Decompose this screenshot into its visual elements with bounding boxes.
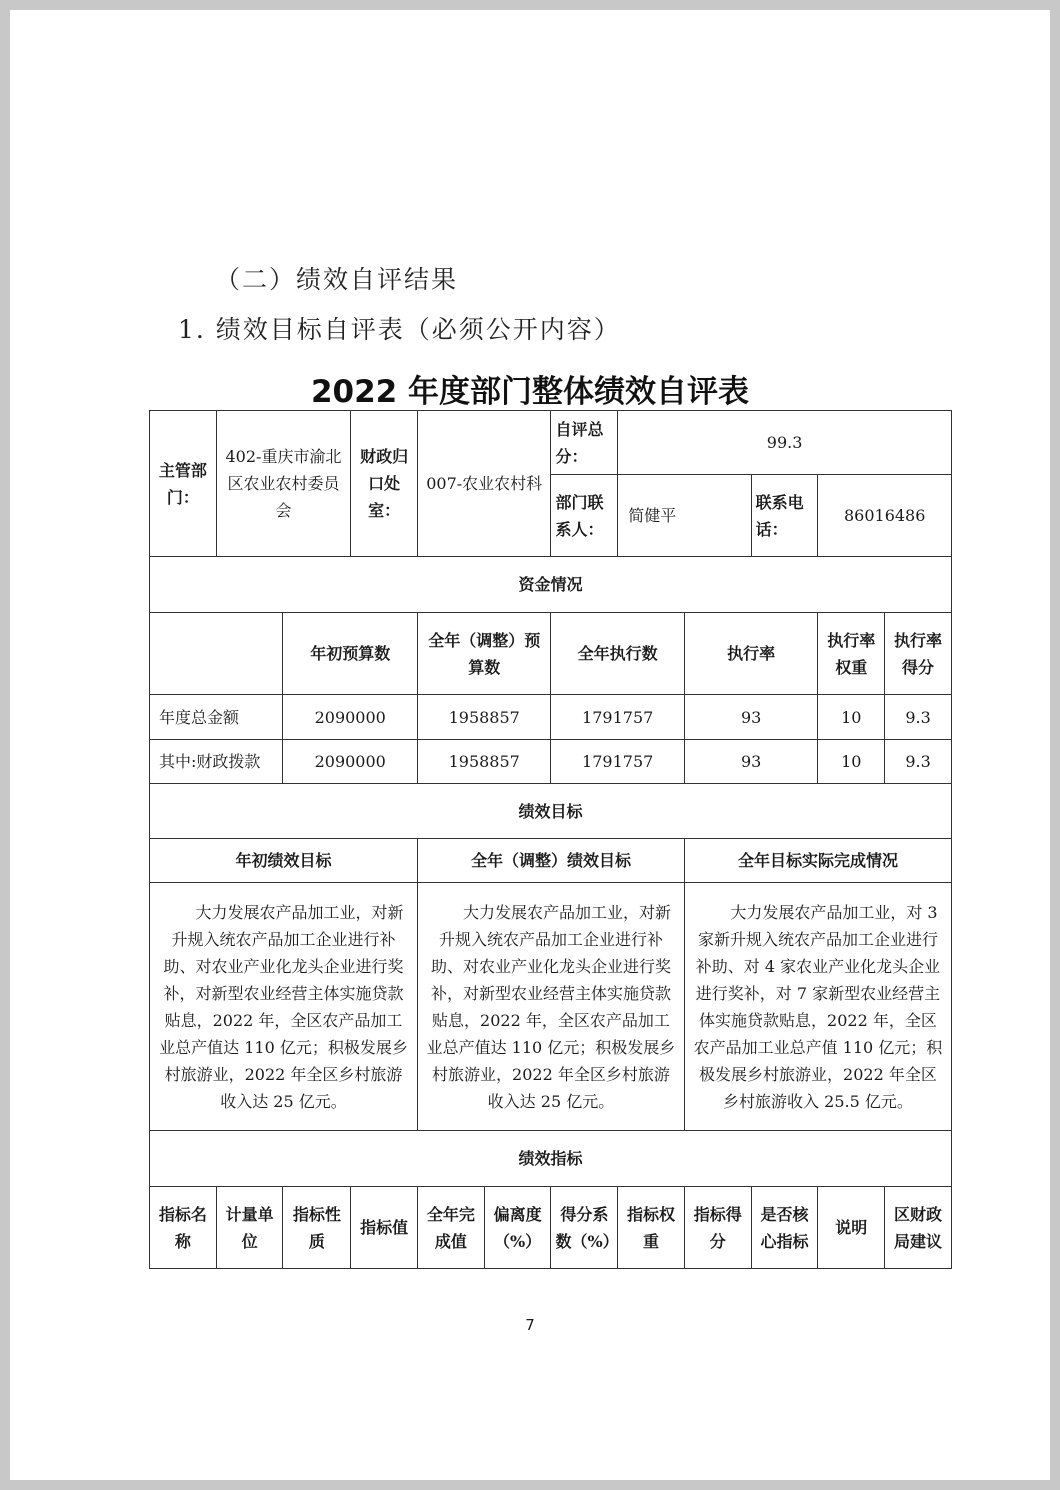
phone-value: 86016486 xyxy=(818,475,952,557)
funds-cell: 2090000 xyxy=(283,695,418,740)
dept-label: 主管部门： xyxy=(150,411,217,557)
goals-header-actual: 全年目标实际完成情况 xyxy=(684,839,951,883)
ind-header-note: 说明 xyxy=(818,1187,885,1269)
indicators-section-title: 绩效指标 xyxy=(150,1131,952,1187)
contact-value: 简健平 xyxy=(618,475,751,557)
funds-cell: 93 xyxy=(684,740,817,784)
funds-cell: 2090000 xyxy=(283,740,418,784)
score-label: 自评总分： xyxy=(551,411,618,475)
goals-section-title: 绩效目标 xyxy=(150,784,952,839)
goal-initial-cell xyxy=(150,883,418,1131)
table-row xyxy=(150,740,952,784)
ind-header-unit: 计量单位 xyxy=(216,1187,283,1269)
funds-section-title: 资金情况 xyxy=(150,557,952,613)
funds-cell: 1958857 xyxy=(417,740,550,784)
funds-cell: 1791757 xyxy=(551,695,684,740)
funds-cell: 1791757 xyxy=(551,740,684,784)
ind-header-finance-advice: 区财政局建议 xyxy=(885,1187,952,1269)
score-value: 99.3 xyxy=(618,411,952,475)
funds-header-empty xyxy=(150,613,283,695)
page-number: 7 xyxy=(525,1316,535,1334)
goals-header-initial: 年初绩效目标 xyxy=(150,839,418,883)
funds-cell: 10 xyxy=(818,695,885,740)
ind-header-nature: 指标性质 xyxy=(283,1187,351,1269)
ind-header-value: 指标值 xyxy=(351,1187,418,1269)
funds-cell: 9.3 xyxy=(885,740,952,784)
ind-header-score-coef: 得分系数（%） xyxy=(551,1187,618,1269)
phone-label: 联系电话： xyxy=(751,475,818,557)
document-page xyxy=(10,10,1050,1480)
contact-label: 部门联系人： xyxy=(551,475,618,557)
ind-header-completed: 全年完成值 xyxy=(417,1187,484,1269)
self-evaluation-table xyxy=(149,410,952,1269)
funds-cell: 93 xyxy=(684,695,817,740)
office-label: 财政归口处室： xyxy=(351,411,418,557)
goal-actual-cell xyxy=(684,883,951,1131)
funds-row-label: 其中:财政拨款 xyxy=(150,740,283,784)
office-value: 007-农业农村科 xyxy=(417,411,550,557)
goals-header-adjusted: 全年（调整）绩效目标 xyxy=(417,839,684,883)
section-heading: （二）绩效自评结果 xyxy=(215,265,459,294)
funds-cell: 9.3 xyxy=(885,695,952,740)
funds-row-label: 年度总金额 xyxy=(150,695,283,740)
dept-value: 402-重庆市渝北区农业农村委员会 xyxy=(216,411,351,557)
funds-header-adjusted-budget: 全年（调整）预算数 xyxy=(417,613,550,695)
funds-header-initial-budget: 年初预算数 xyxy=(283,613,418,695)
goal-adjusted-cell xyxy=(417,883,684,1131)
goal-initial-text: 大力发展农产品加工业，对新升规入统农产品加工企业进行补助、对农业产业化龙头企业进行奖补，对新型农业经营主体实施贷款贴息，2022 年，全区农产品加工业总产值达 110 亿元；积极发展乡村旅游业，2022 年全区乡村旅游收入达 25 亿元。 xyxy=(159,902,408,1111)
goal-actual-text: 大力发展农产品加工业，对 3 家新升规入统农产品加工企业进行补助、对 4 家农业产业化龙头企业进行奖补，对 7 家新型农业经营主体实施贷款贴息，2022 年，全区农产品加工业总产值 110 亿元；积极发展乡村旅游业，2022 年全区乡村旅游收入 25.5 亿元。 xyxy=(693,902,943,1111)
ind-header-score: 指标得分 xyxy=(684,1187,751,1269)
funds-header-exec-rate: 执行率 xyxy=(684,613,817,695)
ind-header-name: 指标名称 xyxy=(150,1187,217,1269)
funds-header-rate-weight: 执行率权重 xyxy=(818,613,885,695)
goal-adjusted-text: 大力发展农产品加工业，对新升规入统农产品加工企业进行补助、对农业产业化龙头企业进行奖补，对新型农业经营主体实施贷款贴息，2022 年，全区农产品加工业总产值达 110 亿元；积极发展乡村旅游业，2022 年全区乡村旅游收入达 25 亿元。 xyxy=(426,902,676,1111)
funds-header-rate-score: 执行率得分 xyxy=(885,613,952,695)
ind-header-weight: 指标权重 xyxy=(618,1187,685,1269)
subsection-heading: 1. 绩效目标自评表（必须公开内容） xyxy=(178,315,621,344)
ind-header-deviation: 偏离度（%） xyxy=(484,1187,551,1269)
funds-cell: 10 xyxy=(818,740,885,784)
table-row xyxy=(150,695,952,740)
funds-header-executed: 全年执行数 xyxy=(551,613,684,695)
ind-header-core: 是否核心指标 xyxy=(751,1187,818,1269)
table-title: 2022 年度部门整体绩效自评表 xyxy=(310,374,750,410)
funds-cell: 1958857 xyxy=(417,695,550,740)
